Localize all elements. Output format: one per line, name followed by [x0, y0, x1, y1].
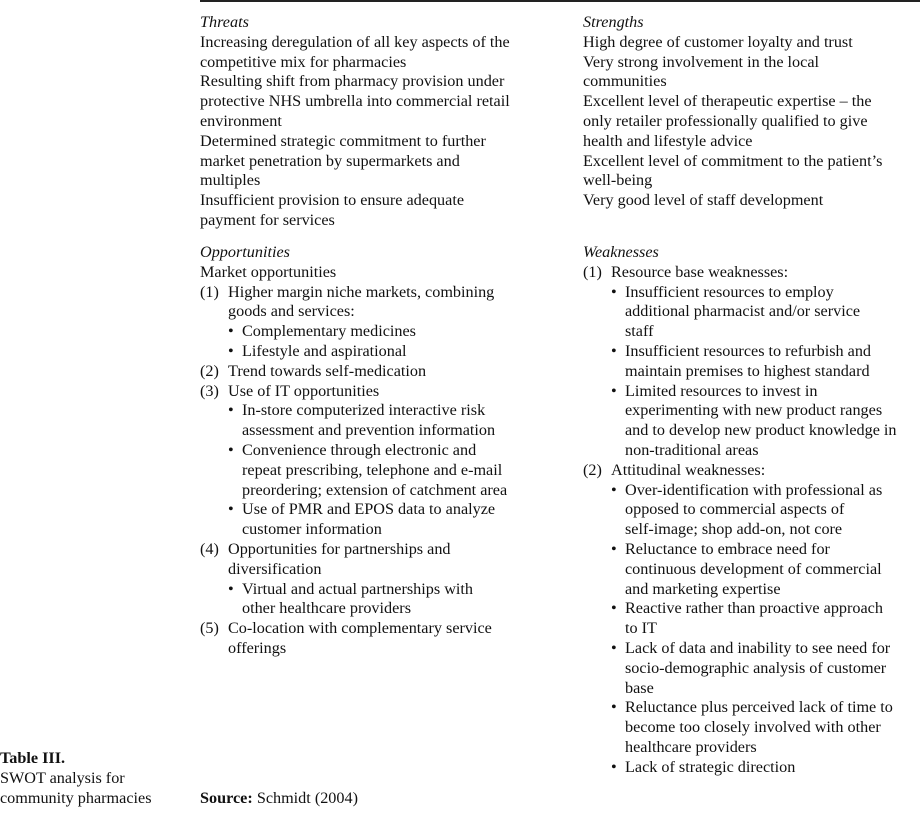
item-text-line: Insufficient resources to employ [625, 282, 834, 301]
item-text-line: Lack of strategic direction [625, 757, 796, 776]
item-text-line: Trend towards self-medication [228, 361, 427, 380]
item-text-line: preordering; extension of catchment area [242, 480, 508, 499]
strength-line: well-being [583, 171, 653, 190]
item-text-line: become too closely involved with other [625, 718, 881, 737]
item-text-line: additional pharmacist and/or service [625, 302, 861, 321]
bullet-icon: • [228, 579, 234, 598]
item-text-line: Virtual and actual partnerships with [242, 579, 473, 598]
weakness-bullet-item [583, 342, 897, 382]
bullet-icon: • [611, 757, 617, 776]
opportunity-numbered-item [200, 382, 507, 402]
item-text-line: Resource base weaknesses: [611, 262, 789, 281]
item-text-line: Convenience through electronic and [242, 440, 477, 459]
opportunity-numbered-item [200, 619, 507, 659]
item-text-line: to IT [625, 619, 657, 638]
bullet-icon: • [611, 638, 617, 657]
weakness-bullet-item [583, 283, 897, 342]
bullet-icon: • [611, 539, 617, 558]
item-number: (3) [200, 381, 219, 400]
item-text-line: experimenting with new product ranges [625, 401, 883, 420]
item-text-line: Insufficient resources to refurbish and [625, 341, 872, 360]
weaknesses-title: Weaknesses [583, 243, 659, 261]
item-text-line: healthcare providers [625, 737, 757, 756]
source-label: Source: [200, 789, 253, 807]
item-text-line: Co-location with complementary service [228, 619, 492, 638]
item-text-line: Reactive rather than proactive approach [625, 599, 883, 618]
opportunity-numbered-item [200, 283, 507, 323]
weakness-bullet-item [583, 481, 897, 540]
opportunity-bullet-item [200, 580, 507, 620]
item-number: (2) [583, 460, 602, 479]
table-caption [0, 749, 190, 808]
item-text-line: base [625, 678, 654, 697]
item-text-line: Lack of data and inability to see need for [625, 638, 891, 657]
bullet-icon: • [228, 440, 234, 459]
strength-line: High degree of customer loyalty and trust [583, 32, 853, 51]
weakness-numbered-item [583, 461, 897, 481]
bullet-icon: • [228, 341, 234, 360]
weaknesses-list [583, 263, 897, 778]
item-text-line: and marketing expertise [625, 579, 781, 598]
opportunity-bullet-item [200, 322, 507, 342]
weakness-bullet-item [583, 599, 897, 639]
item-text-line: offerings [228, 638, 287, 657]
item-text-line: Reluctance plus perceived lack of time to [625, 698, 893, 717]
strength-line: Excellent level of commitment to the patient’s [583, 151, 883, 170]
opportunity-bullet-item [200, 401, 507, 441]
item-text-line: continuous development of commercial [625, 559, 882, 578]
threat-line: Resulting shift from pharmacy provision under [200, 72, 505, 91]
caption-line: community pharmacies [0, 788, 152, 807]
opportunities-section [200, 243, 507, 659]
threat-line: protective NHS umbrella into commercial retail [200, 92, 510, 111]
item-text-line: In-store computerized interactive risk [242, 401, 486, 420]
item-text-line: repeat prescribing, telephone and e-mail [242, 460, 503, 479]
item-text-line: assessment and prevention information [242, 421, 496, 440]
item-text-line: Lifestyle and aspirational [242, 341, 407, 360]
opportunities-list [200, 283, 507, 659]
source-note [200, 789, 358, 809]
threat-line: payment for services [200, 210, 335, 229]
threats-section [200, 13, 510, 231]
strength-line: only retailer professionally qualified to give [583, 111, 868, 130]
item-text-line: Higher margin niche markets, combining [228, 282, 495, 301]
weakness-bullet-item [583, 540, 897, 599]
item-text-line: socio-demographic analysis of customer [625, 658, 887, 677]
threat-line: multiples [200, 171, 261, 190]
threat-line: Insufficient provision to ensure adequate [200, 191, 465, 210]
bullet-icon: • [611, 341, 617, 360]
strength-line: Excellent level of therapeutic expertise – the [583, 92, 872, 111]
opportunity-numbered-item [200, 540, 507, 580]
item-text-line: other healthcare providers [242, 599, 411, 618]
item-text-line: staff [625, 322, 654, 341]
weakness-bullet-item [583, 758, 897, 778]
strength-line: health and lifestyle advice [583, 131, 753, 150]
strength-line: Very good level of staff development [583, 191, 824, 210]
strength-line: communities [583, 72, 667, 91]
threat-line: Increasing deregulation of all key aspects of the [200, 32, 510, 51]
table-top-rule [200, 0, 920, 2]
item-text-line: Attitudinal weaknesses: [611, 460, 766, 479]
item-number: (5) [200, 619, 219, 638]
caption-label: Table III. [0, 749, 66, 767]
weakness-bullet-item [583, 382, 897, 461]
caption-line: SWOT analysis for [0, 768, 125, 787]
opportunities-title: Opportunities [200, 243, 290, 261]
opportunities-subtitle: Market opportunities [200, 262, 337, 281]
item-text-line: Opportunities for partnerships and [228, 539, 451, 558]
threat-line: market penetration by supermarkets and [200, 151, 460, 170]
item-text-line: non-traditional areas [625, 440, 759, 459]
item-text-line: Complementary medicines [242, 322, 416, 341]
strength-line: Very strong involvement in the local [583, 52, 820, 71]
item-text-line: goods and services: [228, 302, 355, 321]
item-number: (4) [200, 539, 219, 558]
item-number: (1) [200, 282, 219, 301]
item-text-line: maintain premises to highest standard [625, 361, 870, 380]
strengths-list [583, 33, 882, 211]
bullet-icon: • [228, 500, 234, 519]
bullet-icon: • [228, 322, 234, 341]
item-text-line: Reluctance to embrace need for [625, 539, 830, 558]
threat-line: environment [200, 111, 282, 130]
bullet-icon: • [611, 698, 617, 717]
opportunity-bullet-item [200, 342, 507, 362]
item-text-line: Use of IT opportunities [228, 381, 380, 400]
threats-title: Threats [200, 13, 249, 31]
item-text-line: Limited resources to invest in [625, 381, 818, 400]
source-text: Schmidt (2004) [252, 789, 358, 807]
bullet-icon: • [611, 599, 617, 618]
bullet-icon: • [611, 480, 617, 499]
item-text-line: opposed to commercial aspects of [625, 500, 845, 519]
threat-line: Determined strategic commitment to further [200, 131, 486, 150]
opportunity-numbered-item [200, 362, 507, 382]
bullet-icon: • [228, 401, 234, 420]
threats-list [200, 33, 510, 231]
bullet-icon: • [611, 282, 617, 301]
item-text-line: diversification [228, 559, 322, 578]
item-number: (1) [583, 262, 602, 281]
bullet-icon: • [611, 381, 617, 400]
weakness-bullet-item [583, 698, 897, 757]
item-text-line: Over-identification with professional as [625, 480, 883, 499]
strengths-title: Strengths [583, 13, 644, 31]
opportunity-bullet-item [200, 441, 507, 500]
threat-line: competitive mix for pharmacies [200, 52, 407, 71]
item-number: (2) [200, 361, 219, 380]
weakness-bullet-item [583, 639, 897, 698]
item-text-line: Use of PMR and EPOS data to analyze [242, 500, 496, 519]
item-text-line: customer information [242, 520, 382, 539]
item-text-line: self-image; shop add-on, not core [625, 520, 843, 539]
weaknesses-section [583, 243, 897, 778]
weakness-numbered-item [583, 263, 897, 283]
opportunity-bullet-item [200, 500, 507, 540]
item-text-line: and to develop new product knowledge in [625, 421, 897, 440]
strengths-section [583, 13, 882, 211]
